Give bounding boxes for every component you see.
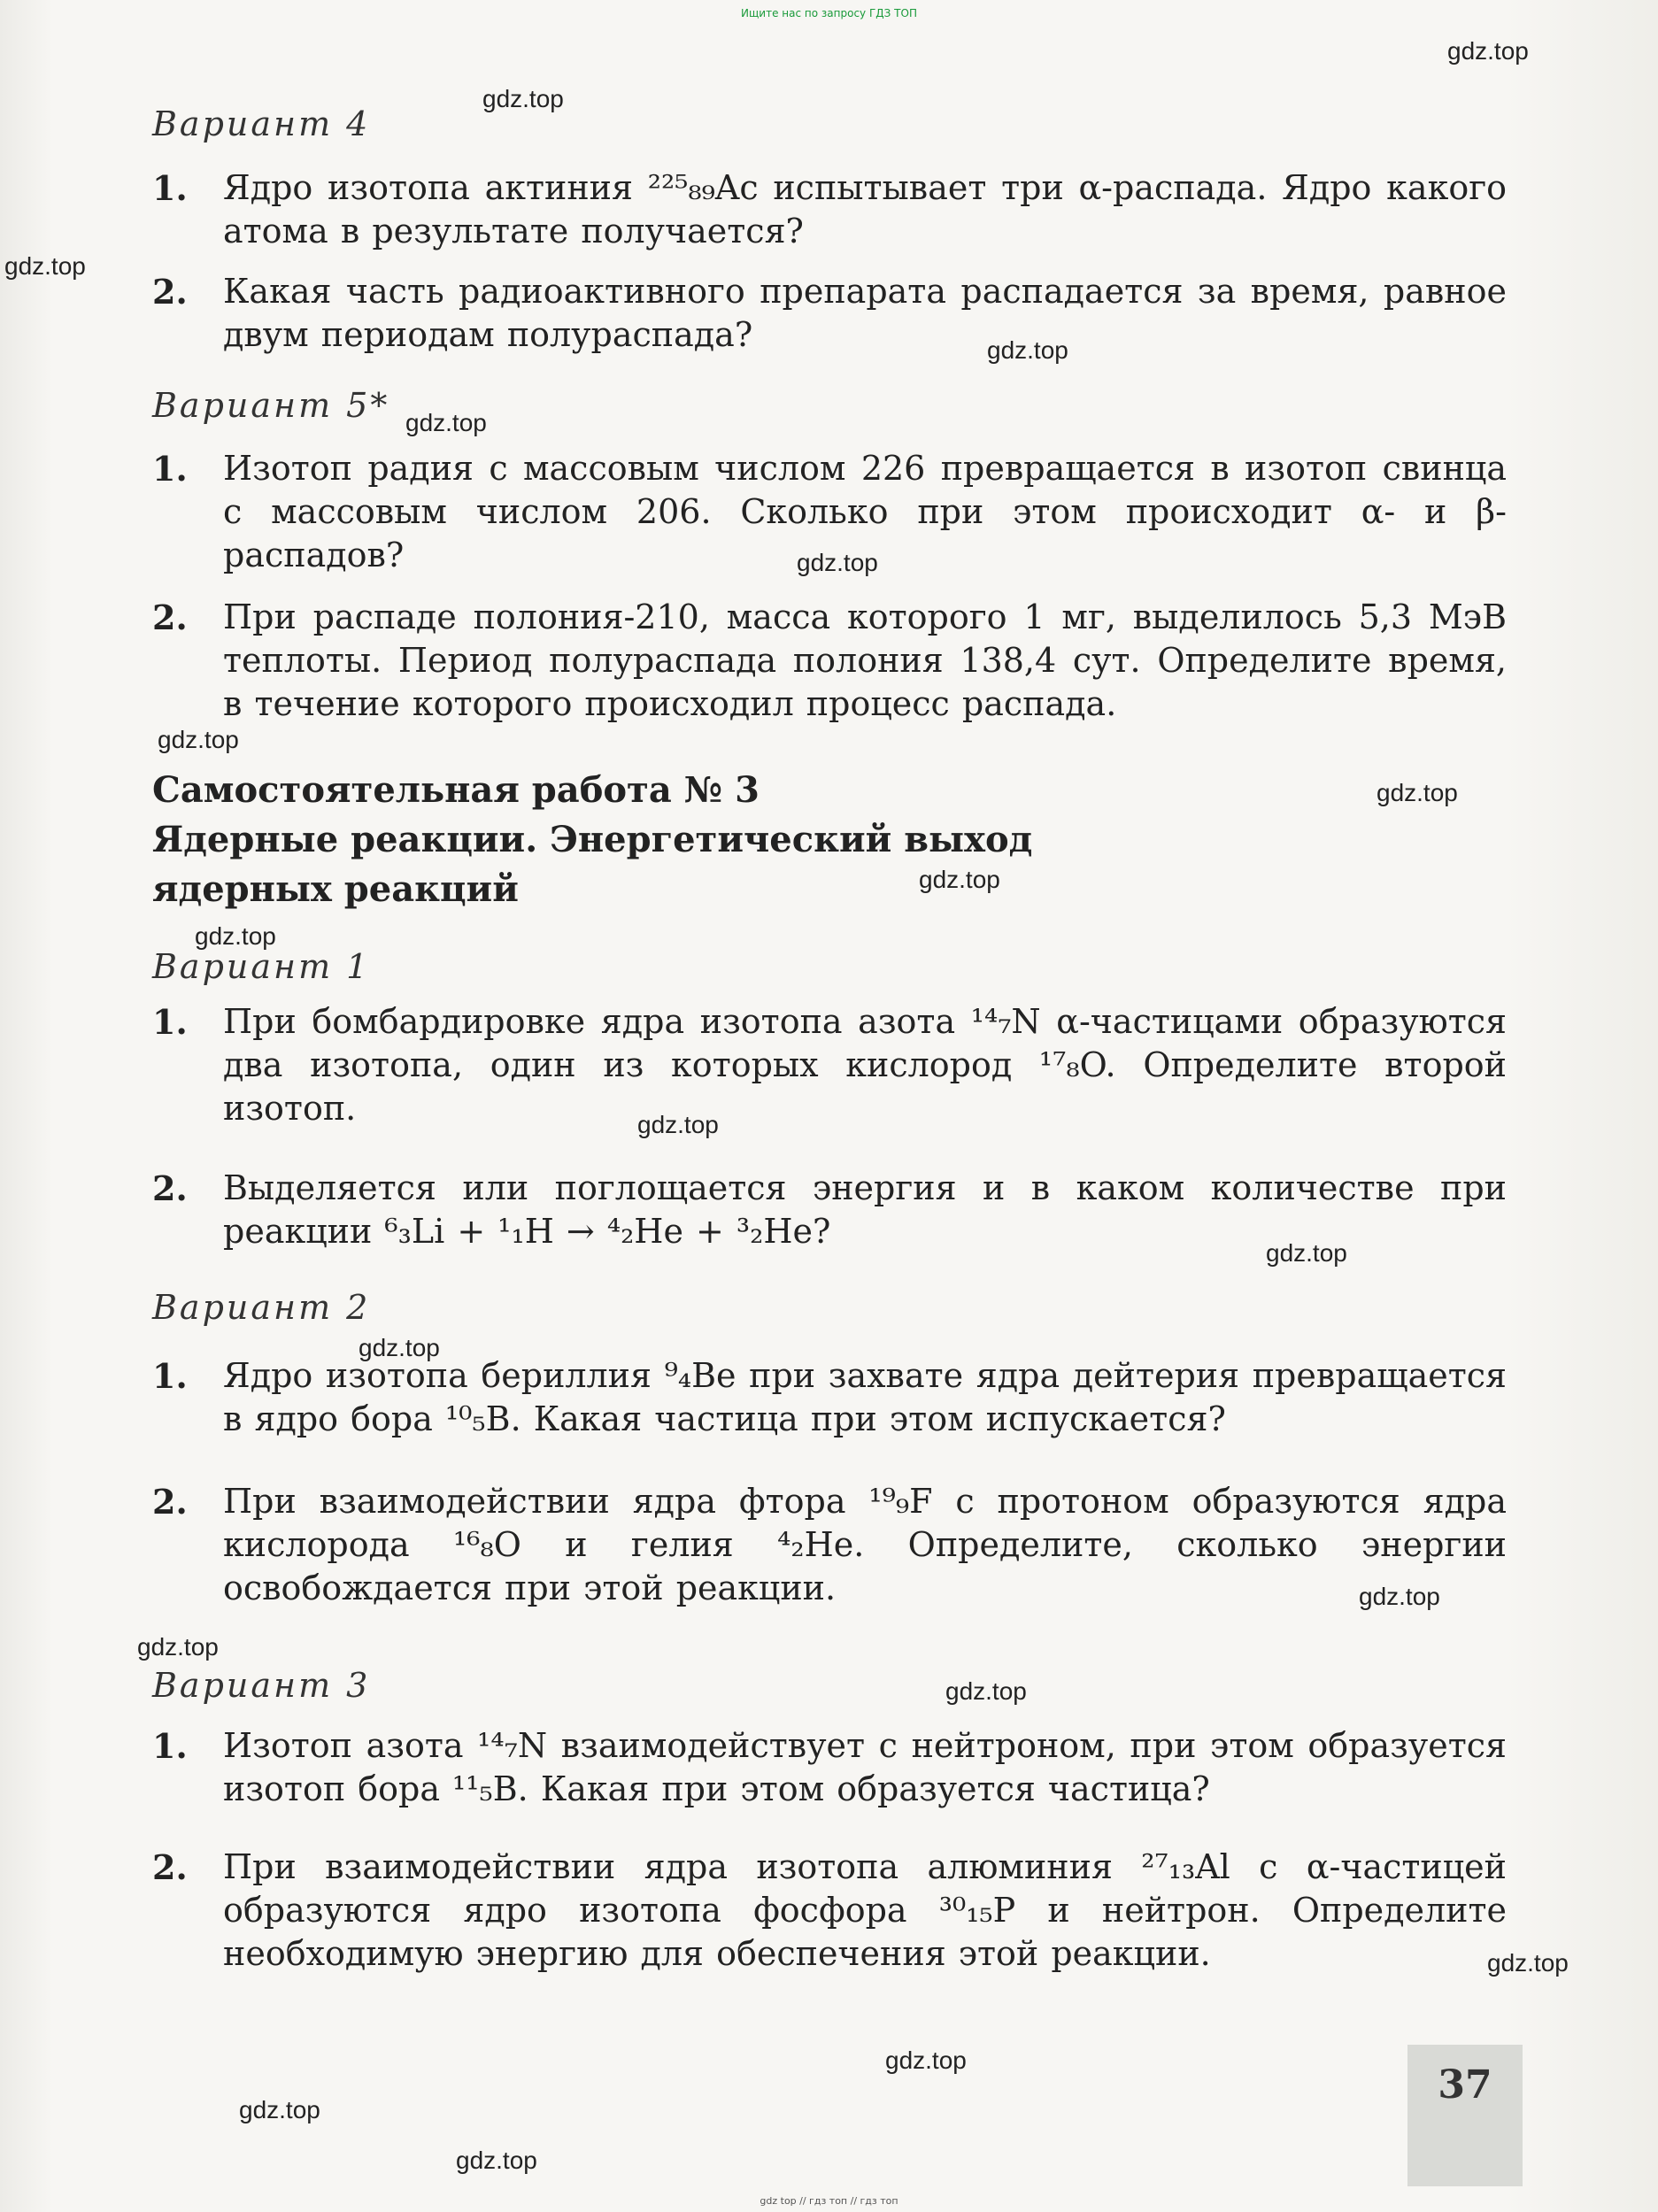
watermark: gdz.top	[405, 409, 487, 436]
watermark: gdz.top	[1487, 1949, 1569, 1977]
task-text: Выделяется или поглощается энергия и в каком количестве при реакции ⁶₃Li + ¹₁H → ⁴₂He + ³₂He?	[223, 1168, 1507, 1251]
watermark: gdz.top	[797, 549, 878, 576]
task-number: 2.	[152, 272, 188, 312]
s3-variant-1-title: Вариант 1	[152, 947, 371, 986]
section-subtitle-line-2: ядерных реакций	[152, 868, 519, 910]
header-search-link[interactable]: Ищите нас по запросу ГДЗ ТОП	[741, 7, 917, 19]
task-number: 1.	[152, 1002, 188, 1042]
variant-4-task-2	[152, 270, 1507, 357]
task-number: 1.	[152, 168, 188, 208]
s3-variant-2-task-1	[152, 1354, 1507, 1441]
task-text: При взаимодействии ядра изотопа алюминия ²⁷₁₃Al с α-частицей образуются ядро изотопа фосфора ³⁰₁₅P и нейтрон. Определите необходимую энергию для обеспечения этой реакции.	[223, 1847, 1507, 1973]
task-text: При взаимодействии ядра фтора ¹⁹₉F с протоном образуются ядра кислорода ¹⁶₈O и гелия ⁴₂He. Определите, сколько энергии освобождается при этой реакции.	[223, 1482, 1507, 1607]
task-text: Ядро изотопа бериллия ⁹₄Be при захвате ядра дейтерия превращается в ядро бора ¹⁰₅B. Какая частица при этом испускается?	[223, 1356, 1507, 1438]
watermark: gdz.top	[482, 85, 564, 112]
s3-variant-2-title: Вариант 2	[152, 1288, 371, 1327]
watermark: gdz.top	[359, 1334, 440, 1361]
task-text: При бомбардировке ядра изотопа азота ¹⁴₇N α-частицами образуются два изотопа, один из которых кислород ¹⁷₈O. Определите второй изотоп.	[223, 1002, 1507, 1128]
variant-4-task-1	[152, 166, 1507, 253]
task-number: 2.	[152, 1847, 188, 1887]
task-number: 1.	[152, 1356, 188, 1396]
variant-5-title: Вариант 5*	[152, 386, 390, 425]
watermark: gdz.top	[919, 866, 1000, 893]
task-text: Какая часть радиоактивного препарата распадается за время, равное двум периодам полураспада?	[223, 272, 1507, 354]
s3-variant-1-task-1	[152, 1000, 1507, 1130]
task-text: При распаде полония-210, масса которого 1 мг, выделилось 5,3 МэВ теплоты. Период полураспада полония 138,4 сут. Определите время, в течение которого происходил процесс распада.	[223, 597, 1507, 723]
watermark: gdz.top	[1359, 1583, 1440, 1610]
task-text: Ядро изотопа актиния ²²⁵₈₉Ac испытывает три α-распада. Ядро какого атома в результате получается?	[223, 168, 1507, 250]
page-number: 37	[1438, 2062, 1492, 2108]
task-text: Изотоп радия с массовым числом 226 превращается в изотоп свинца с массовым числом 206. Сколько при этом происходит α- и β-распадов?	[223, 449, 1507, 574]
s3-variant-3-task-1	[152, 1724, 1507, 1811]
watermark: gdz.top	[158, 726, 239, 753]
task-text: Изотоп азота ¹⁴₇N взаимодействует с нейтроном, при этом образуется изотоп бора ¹¹₅B. Какая при этом образуется частица?	[223, 1726, 1507, 1808]
watermark: gdz.top	[637, 1111, 719, 1138]
watermark: gdz.top	[1447, 37, 1529, 65]
watermark: gdz.top	[4, 252, 86, 280]
variant-5-task-2	[152, 596, 1507, 726]
s3-variant-3-task-2	[152, 1846, 1507, 1976]
section-heading	[152, 766, 1303, 914]
watermark: gdz.top	[195, 922, 276, 950]
watermark: gdz.top	[137, 1633, 219, 1661]
task-number: 2.	[152, 1482, 188, 1522]
task-number: 2.	[152, 1168, 188, 1208]
s3-variant-2-task-2	[152, 1480, 1507, 1610]
watermark: gdz.top	[987, 336, 1068, 364]
watermark: gdz.top	[1377, 779, 1458, 806]
footer-links[interactable]: gdz top // гдз топ // гдз топ	[760, 2195, 898, 2207]
task-number: 1.	[152, 1726, 188, 1766]
variant-4-title: Вариант 4	[152, 104, 371, 143]
watermark: gdz.top	[239, 2096, 320, 2123]
task-number: 2.	[152, 597, 188, 637]
section-title: Самостоятельная работа № 3	[152, 769, 760, 811]
watermark: gdz.top	[945, 1677, 1027, 1705]
watermark: gdz.top	[1266, 1239, 1347, 1267]
watermark: gdz.top	[885, 2046, 967, 2074]
task-number: 1.	[152, 449, 188, 489]
s3-variant-3-title: Вариант 3	[152, 1666, 371, 1705]
watermark: gdz.top	[456, 2146, 537, 2174]
section-subtitle-line-1: Ядерные реакции. Энергетический выход	[152, 819, 1033, 860]
page-number-box	[1407, 2045, 1523, 2186]
